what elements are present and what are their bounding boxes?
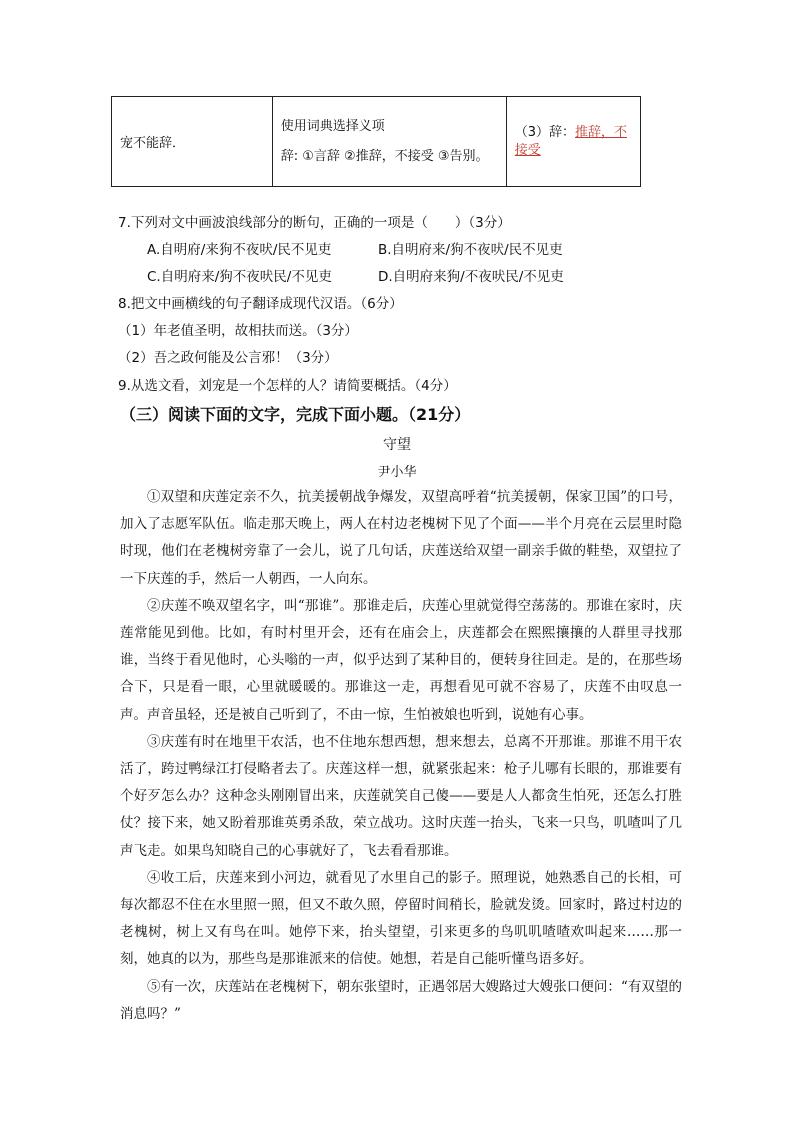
table-row (112, 97, 641, 187)
question-7-option-d: D.自明府来狗/不夜吠民/不见吏 (378, 269, 564, 285)
paragraph-4: ④收工后，庆莲来到小河边，就看见了水里自己的影子。照理说，她熟悉自己的长相，可每次都忍不住在水里照一照，但又不敢久照，停留时间稍长，脸就发烫。回家时，路过村边的老槐树，树上又有鸟在叫。她停下来，抬头望望，引来更多的鸟叽叽喳喳欢叫起来……那一刻，她真的以为，那些鸟是那谁派来的信使。她想，若是自己能听懂鸟语多好。 (120, 869, 682, 968)
paragraph-5: ⑤有一次，庆莲站在老槐树下，朝东张望时，正遇邻居大嫂路过大嫂张口便问：“有双望的消息吗？” (120, 978, 682, 1022)
answer-cell (506, 97, 640, 187)
sentence-text: 宠不能辞． (120, 136, 186, 151)
question-7-option-c: C.自明府来/狗不夜吠民/不见吏 (147, 269, 332, 285)
definition-table (111, 96, 641, 187)
method-cell (272, 97, 506, 187)
story-passage (120, 484, 682, 1028)
meanings-text: 辞: ①言辞 ②推辞，不接受 ③告别。 (280, 148, 489, 164)
section-heading: （三）阅读下面的文字，完成下面小题。（21分） (120, 405, 471, 424)
question-8-sub-2: （2）吾之政何能及公言邪！（3分） (118, 350, 338, 366)
question-7-option-b: B.自明府来/狗不夜吠/民不见吏 (378, 242, 563, 258)
question-7-option-a: A.自明府/来狗不夜吠/民不见吏 (147, 242, 332, 258)
answer-fill: 推辞，不接受 (514, 124, 627, 158)
question-7-stem: 7.下列对文中画波浪线部分的断句，正确的一项是（ ）（3分） (118, 215, 511, 231)
question-8-stem: 8.把文中画横线的句子翻译成现代汉语。（6分） (118, 296, 403, 312)
method-text: 使用词典选择义项 (280, 118, 385, 134)
paragraph-2: ②庆莲不唤双望名字，叫“那谁”。那谁走后，庆莲心里就觉得空荡荡的。那谁在家时，庆莲常能见到他。比如，有时村里开会，还有在庙会上，庆莲都会在熙熙攘攘的人群里寻找那谁，当终于看见他时，心头嗡的一声，似乎达到了某种目的，便转身往回走。是的，在那些场合下，只是看一眼，心里就暖暖的。那谁这一走，再想看见可就不容易了，庆莲不由叹息一声。声音虽轻，还是被自己听到了，不由一惊，生怕被娘也听到，说她有心事。 (120, 597, 682, 723)
question-9-stem: 9.从选文看，刘宠是一个怎样的人？请简要概括。（4分） (118, 378, 457, 394)
story-title: 守望 (383, 437, 411, 453)
answer-prefix: （3）辞： (514, 124, 575, 140)
sentence-cell (112, 97, 273, 187)
paragraph-3: ③庆莲有时在地里干农活，也不住地东想西想，想来想去，总离不开那谁。那谁不用干农活了，跨过鸭绿江打侵略者去了。庆莲这样一想，就紧张起来：枪子儿哪有长眼的，那谁要有个好歹怎么办？这种念头刚刚冒出来，庆莲就笑自己傻——要是人人都贪生怕死，还怎么打胜仗？接下来，她又盼着那谁英勇杀敌，荣立战功。这时庆莲一抬头，飞来一只鸟，叽喳叫了几声飞走。如果鸟知晓自己的心事就好了，飞去看看那谁。 (120, 733, 682, 859)
question-8-sub-1: （1）年老值圣明，故相扶而送。（3分） (118, 323, 358, 339)
story-author: 尹小华 (377, 465, 417, 480)
paragraph-1: ①双望和庆莲定亲不久，抗美援朝战争爆发，双望高呼着“抗美援朝，保家卫国”的口号，加入了志愿军队伍。临走那天晚上，两人在村边老槐树下见了个面——半个月亮在云层里时隐时现，他们在老槐树旁靠了一会儿，说了几句话，庆莲送给双望一副亲手做的鞋垫，双望拉了一下庆莲的手，然后一人朝西，一人向东。 (120, 489, 682, 587)
